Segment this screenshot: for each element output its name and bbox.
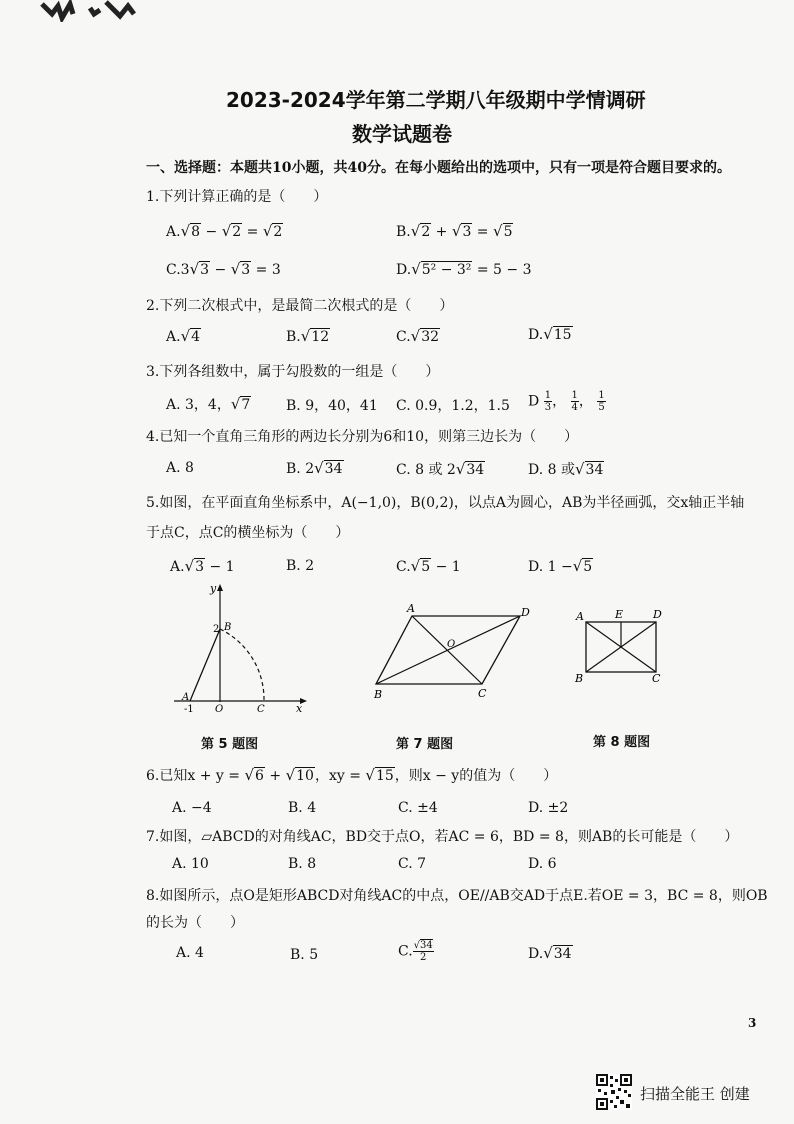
q5-option-c: C.√5 − 1 [396, 557, 461, 575]
footer-watermark: 扫描全能王 创建 [640, 1085, 750, 1103]
q8-option-d: D.√34 [528, 944, 572, 962]
q1-option-b: B.√2 + √3 = √5 [396, 222, 513, 240]
fig5-label-x: x [296, 702, 303, 715]
q6-option-a: A. −4 [172, 800, 212, 816]
q6-option-b: B. 4 [288, 800, 317, 816]
q3-option-a: A. 3，4，√7 [166, 395, 251, 413]
fig5-label-neg1: -1 [184, 704, 194, 715]
fig8-label-A: A [576, 610, 584, 623]
q2-option-a: A.√4 [166, 327, 201, 345]
fig5-label-B: B [224, 622, 232, 633]
figure-8 [572, 602, 672, 692]
q3-stem: 3.下列各组数中，属于勾股数的一组是（ ） [146, 364, 440, 380]
q8-stem-line2: 的长为（ ） [146, 915, 244, 931]
q7-option-b: B. 8 [288, 856, 317, 872]
q6-option-d: D. ±2 [528, 800, 569, 816]
q7-option-d: D. 6 [528, 856, 557, 872]
fig8-caption: 第 8 题图 [593, 735, 651, 750]
q5-option-d: D. 1 −√5 [528, 557, 593, 575]
q2-option-d: D.√15 [528, 325, 572, 343]
q2-option-b: B.√12 [286, 327, 330, 345]
scan-smudge [40, 0, 140, 22]
q7-option-c: C. 7 [398, 856, 427, 872]
q5-stem-line2: 于点C，点C的横坐标为（ ） [146, 525, 350, 541]
q4-option-b: B. 2√34 [286, 459, 343, 477]
q6-stem: 6.已知x + y = √6 + √10，xy = √15，则x − y的值为（ ） [146, 766, 558, 784]
q4-stem: 4.已知一个直角三角形的两边长分别为6和10，则第三边长为（ ） [146, 429, 579, 445]
q1-option-c: C.3√3 − √3 = 3 [166, 260, 281, 278]
q4-option-d: D. 8 或√34 [528, 460, 604, 478]
q5-option-a: A.√3 − 1 [170, 557, 235, 575]
fig7-caption: 第 7 题图 [396, 737, 454, 752]
q2-option-c: C.√32 [396, 327, 440, 345]
q1-stem: 1.下列计算正确的是（ ） [146, 189, 328, 205]
q3-option-c: C. 0.9，1.2，1.5 [396, 398, 510, 414]
fig7-label-A: A [407, 602, 415, 615]
fig7-label-O: O [447, 639, 456, 650]
q8-option-b: B. 5 [290, 947, 319, 963]
q8-option-c: C. $\frac{√34}{2}$ [398, 940, 433, 963]
figure-7 [368, 600, 538, 705]
fig5-label-O: O [215, 704, 224, 715]
fig8-label-C: C [652, 672, 661, 685]
fig7-label-B: B [374, 688, 383, 701]
fig5-label-y: y [210, 582, 217, 595]
q8-option-a: A. 4 [176, 945, 204, 961]
exam-subtitle: 数学试题卷 [352, 122, 452, 146]
fig7-label-C: C [478, 687, 487, 700]
q5-stem-line1: 5.如图，在平面直角坐标系中，A(−1,0)，B(0,2)，以点A为圆心，AB为半径画弧，交x轴正半轴 [146, 495, 745, 511]
q8-stem-line1: 8.如图所示，点O是矩形ABCD对角线AC的中点，OE//AB交AD于点E.若OE = 3，BC = 8，则OB [146, 888, 768, 904]
q2-stem: 2.下列二次根式中，是最简二次根式的是（ ） [146, 298, 454, 314]
q7-option-a: A. 10 [172, 856, 209, 872]
q1-option-d: D.√5² − 3² = 5 − 3 [396, 260, 532, 278]
q7-stem: 7.如图，▱ABCD的对角线AC，BD交于点O，若AC = 6，BD = 8，则AB的长可能是（ ） [146, 829, 739, 845]
q3-option-b: B. 9，40，41 [286, 398, 378, 414]
fig5-label-2: 2 [213, 624, 220, 635]
fig8-label-D: D [653, 608, 662, 621]
fig5-label-C: C [257, 704, 265, 715]
fig5-label-A: A [182, 692, 190, 703]
q1-option-a: A.√8 − √2 = √2 [166, 222, 283, 240]
figure-5 [168, 580, 313, 715]
q6-option-c: C. ±4 [398, 800, 438, 816]
qr-code-icon [596, 1074, 632, 1110]
q4-option-a: A. 8 [166, 460, 194, 476]
q4-option-c: C. 8 或 2√34 [396, 460, 485, 478]
exam-title: 2023-2024学年第二学期八年级期中学情调研 [226, 88, 646, 112]
fig8-label-B: B [575, 672, 584, 685]
fig7-label-D: D [521, 606, 530, 619]
q3-option-d: D $\frac{1}{3}$ ， $\frac{1}{4}$ ， $\frac{1}{5}$ [528, 390, 605, 413]
q5-option-b: B. 2 [286, 558, 315, 574]
page-mark: 3 [748, 1016, 757, 1030]
section-heading: 一、选择题：本题共10小题，共40分。在每小题给出的选项中，只有一项是符合题目要求的。 [146, 160, 731, 176]
fig5-caption: 第 5 题图 [201, 737, 259, 752]
fig8-label-E: E [615, 608, 624, 621]
